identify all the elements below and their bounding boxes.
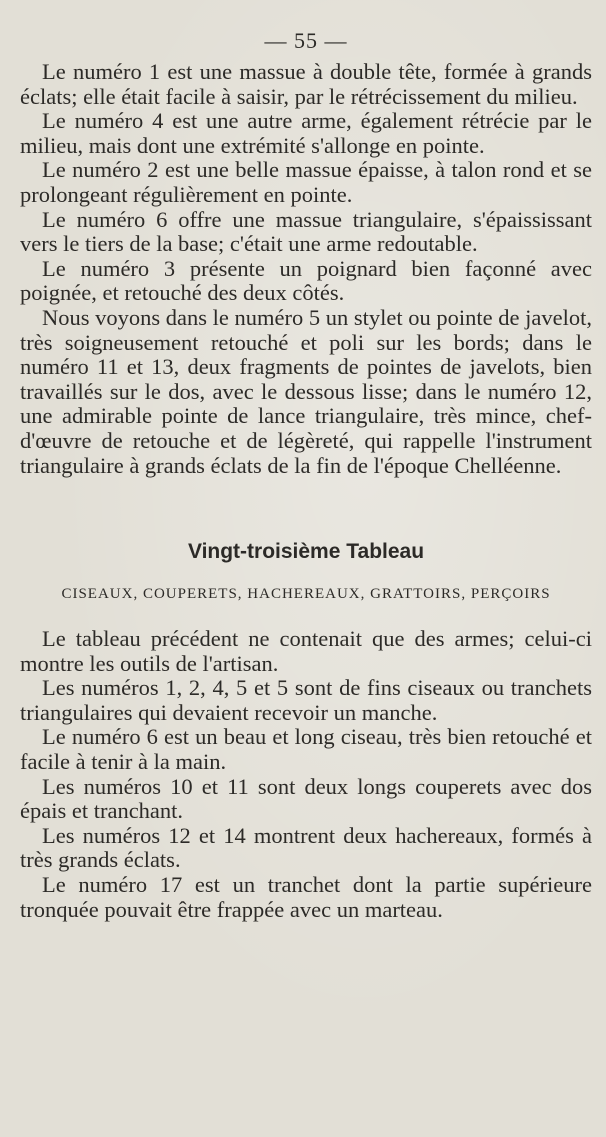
section-subtitle: CISEAUX, COUPERETS, HACHEREAUX, GRATTOIRS, PERÇOIRS: [61, 586, 551, 603]
paragraph: Le numéro 17 est un tranchet dont la partie supérieure tronquée pouvait être frappée avec un marteau.: [20, 872, 592, 922]
paragraph: Le numéro 4 est une autre arme, également rétrécie par le milieu, mais dont une extrémité s'allonge en pointe.: [20, 108, 592, 158]
paragraph: Le numéro 6 est un beau et long ciseau, très bien retouché et facile à tenir à la main.: [20, 724, 592, 775]
bottom-text-block: [20, 627, 592, 922]
paragraph: Le numéro 1 est une massue à double tête, formée à grands éclats; elle était facile à saisir, par le rétrécissement du milieu.: [20, 59, 592, 109]
paragraph: Les numéros 10 et 11 sont deux longs couperets avec dos épais et tranchant.: [20, 773, 592, 824]
paragraph: Le tableau précédent ne contenait que des armes; celui-ci montre les outils de l'artisan.: [20, 626, 592, 676]
section-title: Vingt-troisième Tableau: [187, 540, 425, 564]
paragraph: Le numéro 6 offre une massue triangulaire, s'épaississant vers le tiers de la base; c'était une arme redoutable.: [20, 206, 592, 257]
paragraph: Les numéros 12 et 14 montrent deux hachereaux, formés à très grands éclats.: [20, 822, 592, 873]
paragraph: Le numéro 2 est une belle massue épaisse, à talon rond et se prolongeant régulièrement en pointe.: [20, 157, 592, 207]
paragraph: Le numéro 3 présente un poignard bien façonné avec poignée, et retouché des deux côtés.: [20, 255, 592, 306]
paragraph: Nous voyons dans le numéro 5 un stylet ou pointe de javelot, très soigneusement retouché et poli sur les bords; dans le numéro 11 et 13, deux fragments de pointes de javelots, bien travaillés sur le dos, avec le dessous lisse; dans le numéro 12, une admirable pointe de lance triangulaire, très mince, chef-d'œuvre de retouche et de légèreté, qui rappelle l'instrument triangulaire à grands éclats de la fin de l'époque Chelléenne.: [20, 304, 592, 478]
top-text-block: [20, 60, 592, 478]
paragraph: Les numéros 1, 2, 4, 5 et 5 sont de fins ciseaux ou tranchets triangulaires qui devaient recevoir un manche.: [20, 675, 592, 725]
page-number: — 55 —: [264, 28, 348, 53]
